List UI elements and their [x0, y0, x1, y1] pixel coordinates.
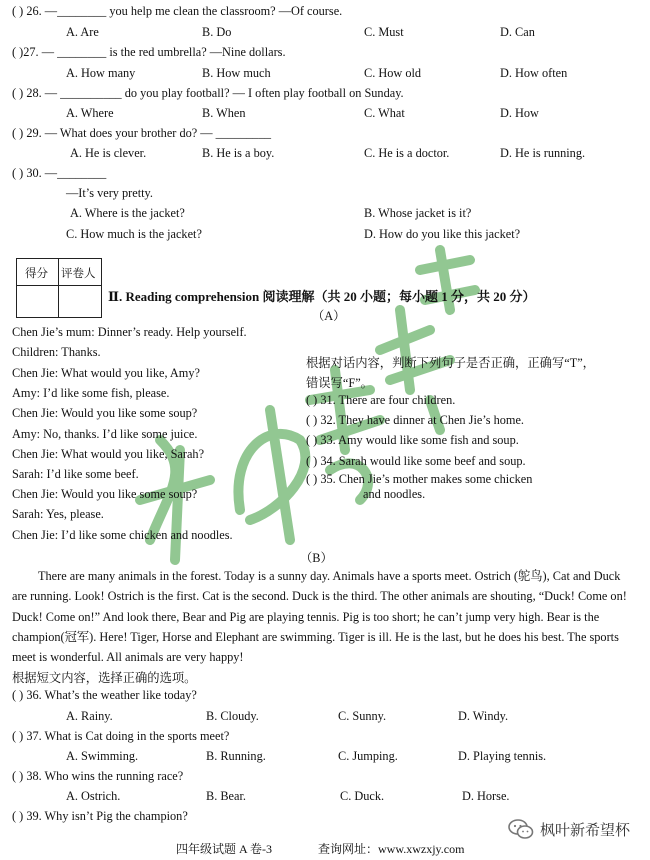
- brand-name: 枫叶新希望杯: [539, 820, 630, 839]
- dialogue-line: Chen Jie: I’d like some chicken and noodles.: [12, 528, 233, 542]
- option-c: C. What: [364, 106, 405, 120]
- option-d: D. How often: [500, 66, 568, 80]
- option-a: A. Where: [66, 106, 114, 120]
- option-b: B. Whose jacket is it?: [364, 206, 472, 220]
- part-a-label: （A）: [312, 309, 346, 323]
- tf-item: ( ) 31. There are four children.: [306, 393, 456, 407]
- grader-header: 评卷人: [61, 266, 96, 280]
- tf-item: ( ) 34. Sarah would like some beef and soup.: [306, 454, 526, 468]
- option-b: B. He is a boy.: [202, 146, 275, 160]
- dialogue-line: Amy: No, thanks. I’d like some juice.: [12, 427, 198, 441]
- option-a: A. Are: [66, 25, 99, 39]
- option-b: B. How much: [202, 66, 271, 80]
- tf-item: ( ) 32. They have dinner at Chen Jie’s home.: [306, 413, 524, 427]
- option-b: B. When: [202, 106, 246, 120]
- reading-passage: There are many animals in the forest. Today is a sunny day. Animals have a sports meet. Ostrich (鸵鸟), Cat and Duck are running. Look! Ostrich is the first. Cat is the second. Duck is the third. The other animals are shouting, “Duck! Come on! Duck! Come on!” And look there, Bear and Pig are playing tennis. Pig is too short; he can’t jump very high. Bear is the champion(冠军). Here! Tiger, Horse and Elephant are swimming. Tiger is ill. He is the last, but he does his best. The sports meet is wonderful. All animals are very happy!: [12, 569, 627, 665]
- option-c: C. Duck.: [340, 789, 385, 803]
- dialogue-line: Chen Jie: Would you like some soup?: [12, 406, 198, 420]
- dialogue-line: Sarah: Yes, please.: [12, 507, 104, 521]
- dialogue-line: Chen Jie: What would you like, Amy?: [12, 366, 200, 380]
- option-b: B. Bear.: [206, 789, 246, 803]
- question-stem: ( )27. — ________ is the red umbrella? —Nine dollars.: [12, 45, 286, 59]
- score-table: [16, 258, 102, 318]
- option-a: A. How many: [66, 66, 136, 80]
- tf-item: ( ) 33. Amy would like some fish and soup.: [306, 433, 519, 447]
- part-b-label: （B）: [300, 551, 333, 565]
- score-header: 得分: [25, 266, 48, 280]
- option-d: D. How: [500, 106, 539, 120]
- table-divider: [58, 259, 59, 317]
- option-c: C. How much is the jacket?: [66, 227, 202, 241]
- question-stem: ( ) 29. — What does your brother do? — _________: [12, 126, 271, 140]
- option-d: D. Can: [500, 25, 535, 39]
- option-a: A. Rainy.: [66, 709, 113, 723]
- option-d: D. How do you like this jacket?: [364, 227, 521, 241]
- option-c: C. He is a doctor.: [364, 146, 450, 160]
- option-d: D. Playing tennis.: [458, 749, 547, 763]
- question-stem: ( ) 30. —________: [12, 166, 107, 180]
- tf-item: ( ) 35. Chen Jie’s mother makes some chicken: [306, 472, 533, 486]
- option-a: A. Where is the jacket?: [70, 206, 185, 220]
- wechat-icon: [508, 818, 534, 840]
- option-a: A. He is clever.: [70, 146, 147, 160]
- question-stem: ( ) 37. What is Cat doing in the sports meet?: [12, 729, 230, 743]
- dialogue-line: Children: Thanks.: [12, 345, 101, 359]
- section-title: Ⅱ. Reading comprehension 阅读理解（共 20 小题；每小题 1 分，共 20 分）: [108, 289, 536, 304]
- tf-instruction: 错误写“F”。: [306, 376, 373, 390]
- dialogue-line: Amy: I’d like some fish, please.: [12, 386, 170, 400]
- passage-instruction: 根据短文内容，选择正确的选项。: [12, 671, 197, 685]
- option-d: D. Windy.: [458, 709, 509, 723]
- dialogue-line: Chen Jie: What would you like, Sarah?: [12, 447, 205, 461]
- option-c: C. Must: [364, 25, 404, 39]
- option-d: D. Horse.: [462, 789, 510, 803]
- option-b: B. Cloudy.: [206, 709, 259, 723]
- option-c: C. Jumping.: [338, 749, 398, 763]
- question-stem: ( ) 28. — __________ do you play football? — I often play football on Sunday.: [12, 86, 404, 100]
- tf-instruction: 根据对话内容，判断下列句子是否正确，正确写“T”，: [306, 356, 595, 370]
- option-c: C. How old: [364, 66, 422, 80]
- page-footer: 四年级试题 A 卷-3: [176, 842, 273, 856]
- question-39: ( ) 39. Why isn’t Pig the champion?: [12, 809, 188, 823]
- option-b: B. Running.: [206, 749, 266, 763]
- option-a: A. Swimming.: [66, 749, 139, 763]
- question-stem: ( ) 26. —________ you help me clean the classroom? —Of course.: [12, 4, 343, 18]
- dialogue-line: Chen Jie: Would you like some soup?: [12, 487, 198, 501]
- question-stem: ( ) 38. Who wins the running race?: [12, 769, 184, 783]
- option-b: B. Do: [202, 25, 232, 39]
- option-a: A. Ostrich.: [66, 789, 121, 803]
- dialogue-line: Sarah: I’d like some beef.: [12, 467, 139, 481]
- query-url: 查询网址：www.xwzxjy.com: [318, 842, 465, 856]
- option-d: D. He is running.: [500, 146, 586, 160]
- table-divider: [17, 285, 101, 286]
- dialogue-line: Chen Jie’s mum: Dinner’s ready. Help yourself.: [12, 325, 247, 339]
- brand-logo: [508, 818, 630, 840]
- tf-item-continuation: and noodles.: [363, 487, 426, 501]
- question-stem: ( ) 36. What’s the weather like today?: [12, 688, 197, 702]
- question-answer-line: —It’s very pretty.: [66, 186, 153, 200]
- option-c: C. Sunny.: [338, 709, 387, 723]
